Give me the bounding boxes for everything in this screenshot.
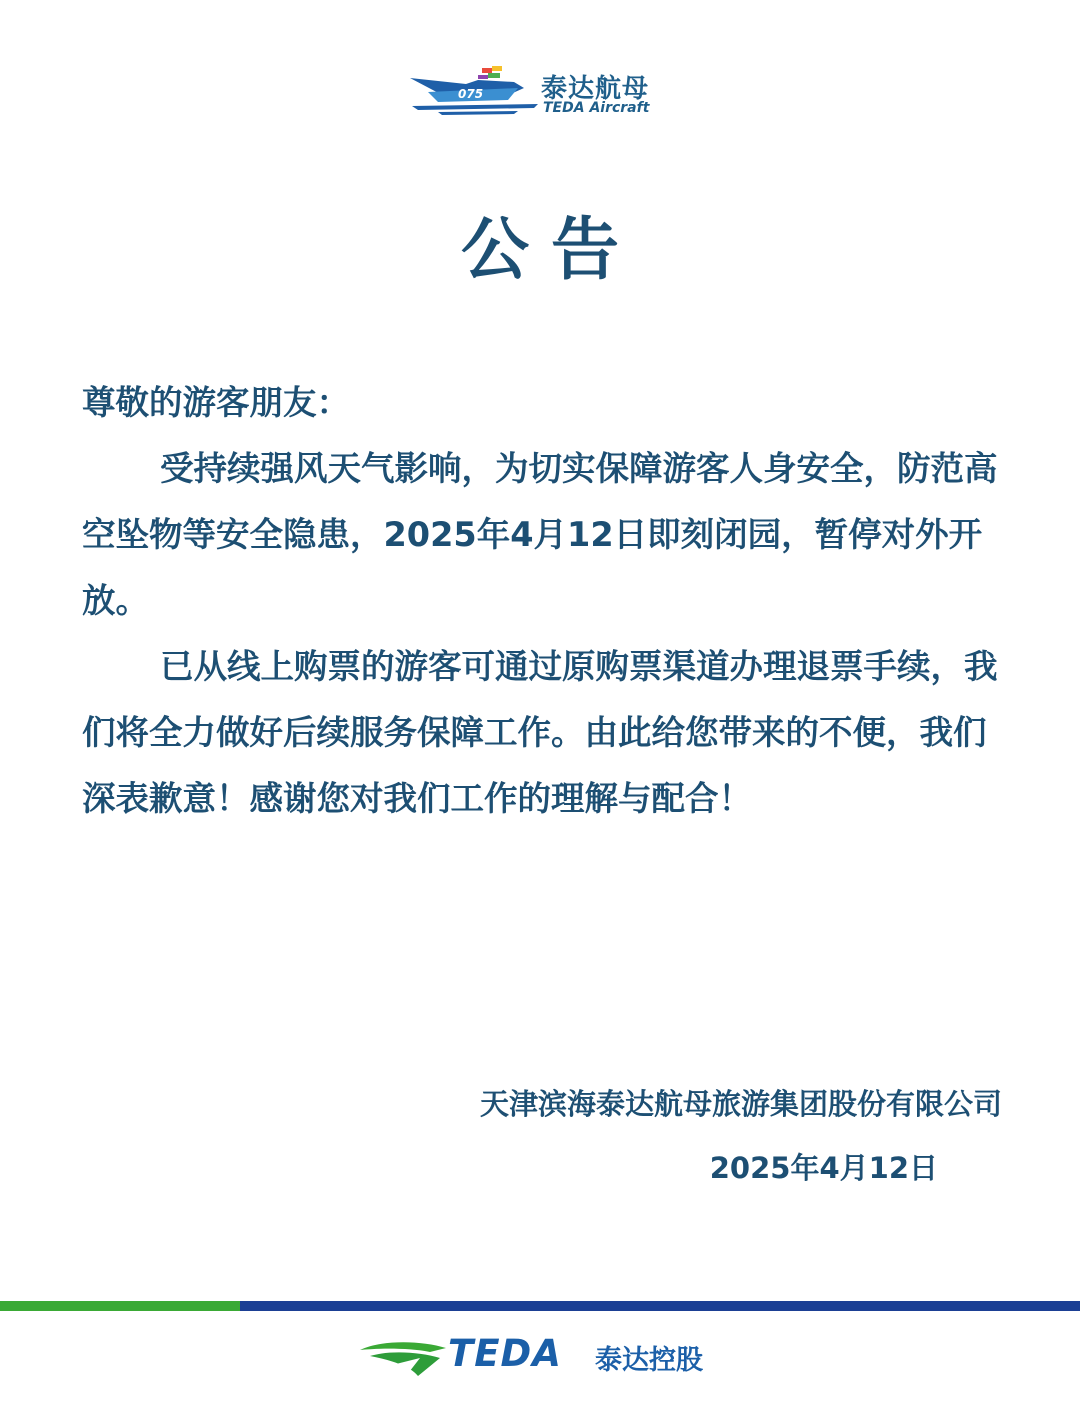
teda-holding-logo [360, 1332, 730, 1380]
ship-number: 075 [458, 87, 484, 101]
teda-swoosh-icon [360, 1338, 446, 1378]
logo-english-name: TEDA Aircraft [543, 100, 650, 116]
paragraph-closure: 受持续强风天气影响，为切实保障游客人身安全，防范高空坠物等安全隐患，2025年4月12日即刻闭园，暂停对外开放。 [82, 449, 998, 620]
teda-holding-name: 泰达控股 [595, 1345, 703, 1376]
notice-title: 公告 [460, 211, 641, 290]
notice-body [82, 370, 1012, 832]
salutation: 尊敬的游客朋友： [82, 383, 350, 422]
paragraph-refund: 已从线上购票的游客可通过原购票渠道办理退票手续，我们将全力做好后续服务保障工作。由此给您带来的不便，我们深表歉意！感谢您对我们工作的理解与配合！ [82, 647, 998, 818]
signature-company: 天津滨海泰达航母旅游集团股份有限公司 [479, 1087, 1002, 1121]
footer-stripe [0, 1298, 1080, 1316]
signature-date: 2025年4月12日 [709, 1151, 938, 1185]
aircraft-carrier-icon [408, 62, 543, 122]
teda-aircraft-logo [408, 62, 688, 122]
logo-chinese-name: 泰达航母 [541, 74, 650, 104]
teda-wordmark: TEDA [448, 1332, 562, 1375]
